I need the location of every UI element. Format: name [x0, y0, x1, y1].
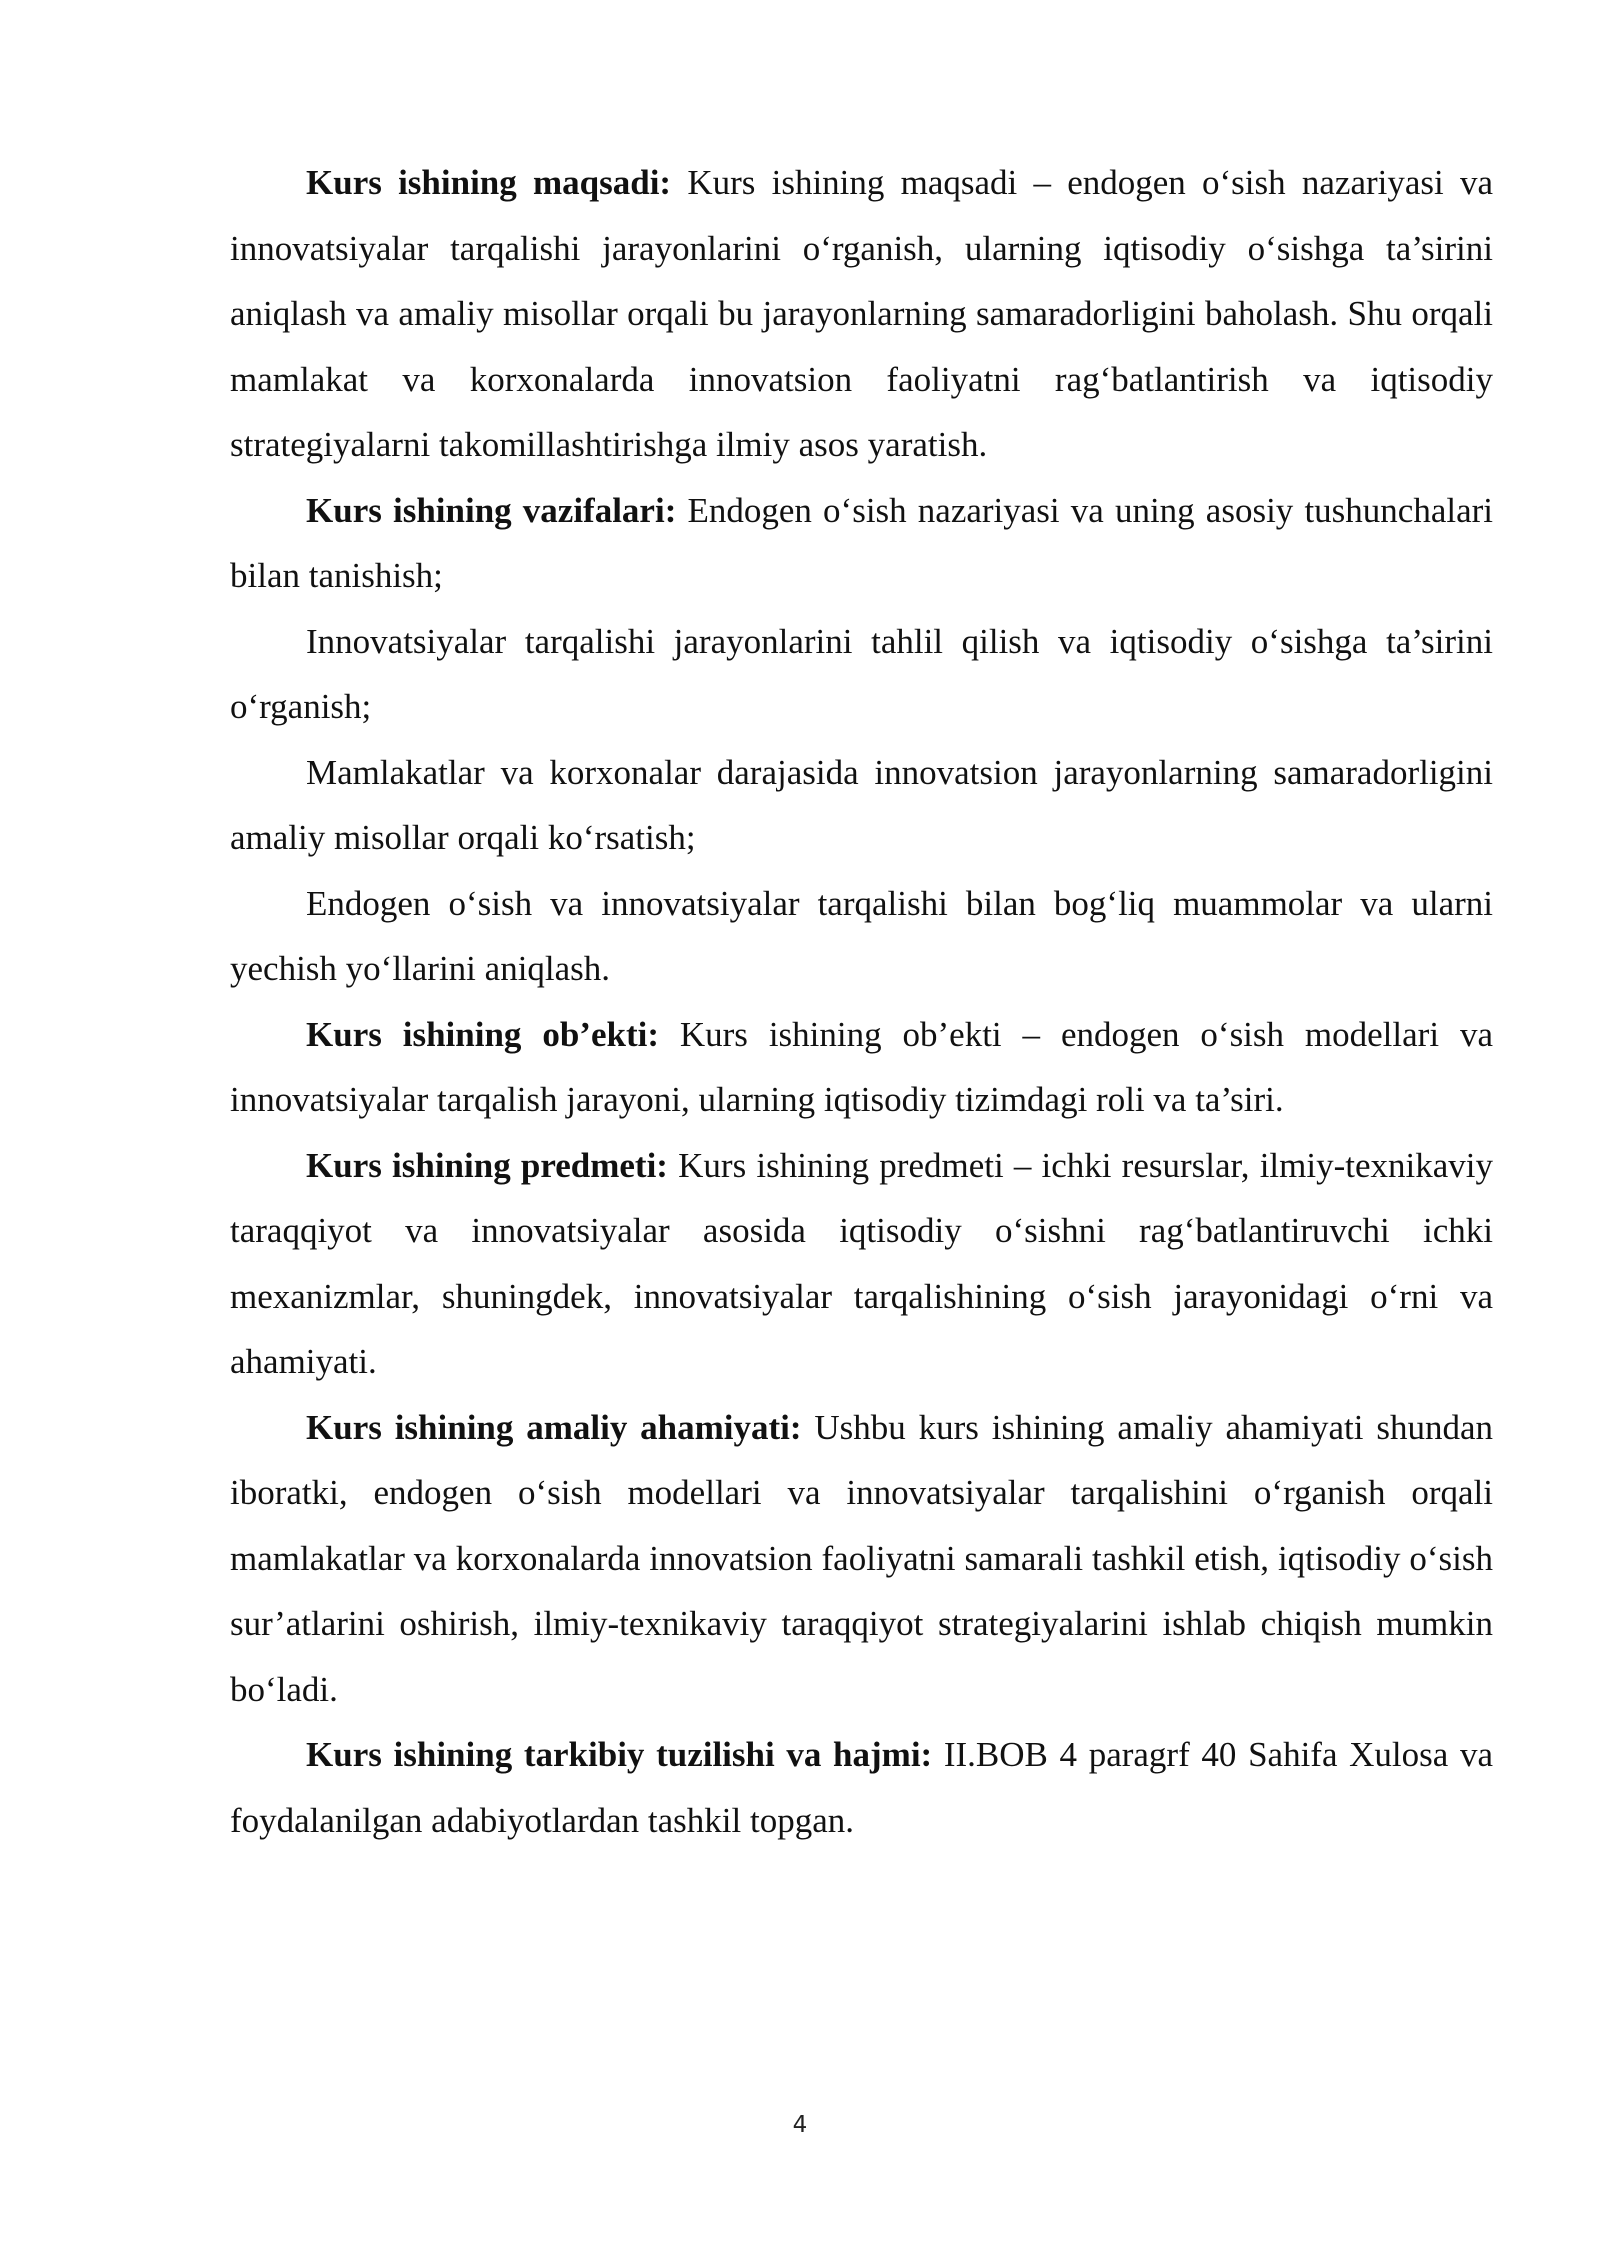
- paragraph-predmeti: [230, 1133, 1493, 1395]
- paragraph-text: Ushbu kurs ishining amaliy ahamiyati shundan iboratki, endogen o‘sish modellari va innovatsiyalar tarqalishini o‘rganish orqali mamlakatlar va korxonalarda innovatsion faoliyatni samarali tashkil etish, iqtisodiy o‘sish sur’atlarini oshirish, ilmiy-texnikaviy taraqqiyot strategiyalarini ishlab chiqish mumkin bo‘ladi.: [230, 1407, 1493, 1709]
- paragraph-text: II.BOB 4 paragrf 40 Sahifa Xulosa va foydalanilgan adabiyotlardan tashkil topgan.: [230, 1735, 1493, 1840]
- paragraph-label: Kurs ishining ob’ekti:: [306, 1014, 659, 1054]
- paragraph-amaliy-ahamiyati: [230, 1395, 1493, 1723]
- paragraph-text: Kurs ishining predmeti – ichki resurslar, ilmiy-texnikaviy taraqqiyot va innovatsiyalar asosida iqtisodiy o‘sishni rag‘batlantiruvchi ichki mexanizmlar, shuningdek, innovatsiyalar tarqalishining o‘sish jarayonidagi o‘rni va ahamiyati.: [230, 1145, 1493, 1381]
- paragraph-text: Kurs ishining maqsadi – endogen o‘sish nazariyasi va innovatsiyalar tarqalishi jarayonlarini o‘rganish, ularning iqtisodiy o‘sishga ta’sirini aniqlash va amaliy misollar orqali bu jarayonlarning samaradorligini baholash. Shu orqali mamlakat va korxonalarda innovatsion faoliyatni rag‘batlantirish va iqtisodiy strategiyalarni takomillashtirishga ilmiy asos yaratish.: [230, 163, 1494, 464]
- paragraph-text: Endogen o‘sish nazariyasi va uning asosiy tushunchalari bilan tanishish;: [230, 490, 1493, 595]
- paragraph-text: Innovatsiyalar tarqalishi jarayonlarini tahlil qilish va iqtisodiy o‘sishga ta’sirini o‘rganish;: [230, 621, 1493, 726]
- paragraph-label: Kurs ishining tarkibiy tuzilishi va hajmi:: [306, 1735, 933, 1774]
- paragraph-task-2: [230, 609, 1493, 740]
- paragraph-task-3: [230, 740, 1493, 871]
- paragraph-label: Kurs ishining predmeti:: [306, 1145, 668, 1185]
- paragraph-obekti: [230, 1002, 1493, 1133]
- paragraph-label: Kurs ishining vazifalari:: [306, 490, 677, 530]
- page-number: 4: [792, 2112, 808, 2138]
- paragraph-text: Mamlakatlar va korxonalar darajasida innovatsion jarayonlarning samaradorligini amaliy misollar orqali ko‘rsatish;: [230, 752, 1493, 857]
- paragraph-task-4: [230, 871, 1493, 1002]
- paragraph-text: Kurs ishining ob’ekti – endogen o‘sish modellari va innovatsiyalar tarqalish jarayoni, ularning iqtisodiy tizimdagi roli va ta’siri.: [230, 1014, 1493, 1119]
- paragraph-label: Kurs ishining amaliy ahamiyati:: [306, 1407, 802, 1447]
- document-body: [230, 150, 1493, 1853]
- paragraph-vazifalari: [230, 478, 1493, 609]
- paragraph-maqsadi: [230, 150, 1493, 478]
- paragraph-tarkibiy-tuzilishi: [230, 1722, 1493, 1853]
- paragraph-label: Kurs ishining maqsadi:: [306, 163, 672, 202]
- paragraph-text: Endogen o‘sish va innovatsiyalar tarqalishi bilan bog‘liq muammolar va ularni yechish yo‘llarini aniqlash.: [230, 883, 1493, 988]
